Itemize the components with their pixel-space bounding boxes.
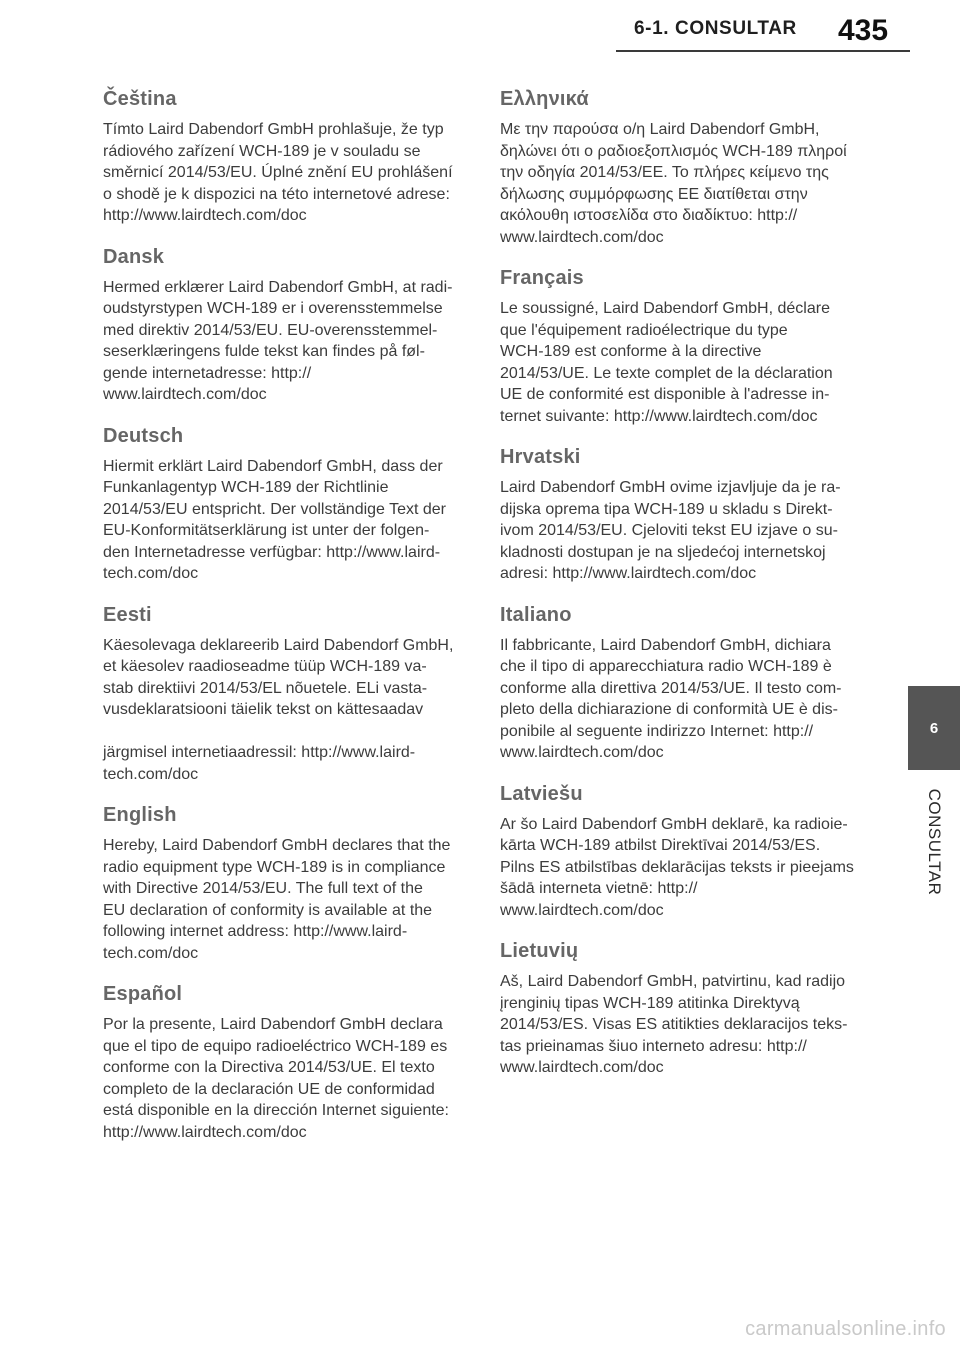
lang-text: Με την παρούσα ο/η Laird Dabendorf GmbH, δηλώνει ότι ο ραδιοεξοπλισμός WCH-189 πληροί την οδηγία 2014/53/ΕΕ. Το πλήρες κείμενο της δήλωσης συμμόρφωσης ΕΕ διατίθεται στην ακόλουθη ιστοσελίδα στο διαδίκτυο: http:// www.lairdtech.com/doc (500, 121, 847, 246)
lang-text: Käesolevaga deklareerib Laird Dabendorf GmbH, et käesolev raadioseadme tüüp WCH-189 va- stab direktiivi 2014/53/EL nõuetele. ELi vasta- vusdeklaratsiooni täielik tekst on kättesaadav järgmisel internetiaadressil: http://www.laird- tech.com/doc (103, 636, 454, 783)
lang-heading: Čeština (103, 88, 177, 110)
lang-heading: Ελληνικά (500, 88, 589, 110)
lang-heading: English (103, 804, 177, 826)
lang-heading: Italiano (500, 603, 572, 626)
lang-block-french (500, 261, 862, 427)
lang-block-italian (500, 598, 862, 764)
header-rule (616, 50, 910, 52)
lang-text: Hermed erklærer Laird Dabendorf GmbH, at radi- oudstyrstypen WCH-189 er i overensstemmelse med direktiv 2014/53/EU. EU-overensstemmel- seserklæringens fulde tekst kan findes på føl- gende internetadresse: http:// www.lairdtech.com/doc (103, 278, 453, 403)
lang-heading: Eesti (103, 603, 152, 626)
lang-text: Hiermit erklärt Laird Dabendorf GmbH, dass der Funkanlagentyp WCH-189 der Richtlinie 2014/53/EU entspricht. Der vollständige Text der EU-Konformitätserklärung ist unter der folgen- den Internetadresse verfügbar: http://www.laird- tech.com/doc (103, 457, 447, 582)
lang-block-croatian (500, 440, 862, 585)
lang-block-spanish (103, 977, 465, 1143)
lang-block-latvian (500, 777, 862, 922)
lang-heading: Deutsch (103, 424, 184, 447)
lang-text: Ar šo Laird Dabendorf GmbH deklarē, ka radioie- kārta WCH-189 atbilst Direktīvai 2014/53/ES. Pilns ES atbilstības deklarācijas teksts ir pieejams šādā interneta vietnē: http:// www.lairdtech.com/doc (500, 815, 854, 919)
lang-text: Il fabbricante, Laird Dabendorf GmbH, dichiara che il tipo di apparecchiatura radio WCH-189 è conforme alla direttiva 2014/53/UE. Il testo com- pleto della dichiarazione di conformità UE è dis- ponibile al seguente indirizzo Internet: http:// www.lairdtech.com/doc (500, 636, 842, 761)
lang-text: Tímto Laird Dabendorf GmbH prohlašuje, že typ rádiového zařízení WCH-189 je v souladu se směrnicí 2014/53/EU. Úplné znění EU prohlášení o shodě je k dispozici na této internetové adrese: http://www.lairdtech.com/doc (103, 121, 453, 224)
lang-heading: Lietuvių (500, 940, 579, 962)
lang-block-danish (103, 240, 465, 406)
lang-block-lithuanian (500, 934, 862, 1079)
lang-text: Le soussigné, Laird Dabendorf GmbH, déclare que l'équipement radioélectrique du type WCH-189 est conforme à la directive 2014/53/UE. Le texte complet de la déclaration UE de conformité est disponible à l'adresse in- ternet suivante: http://www.lairdtech.com/doc (500, 300, 833, 425)
lang-block-german (103, 419, 465, 585)
section-title: 6-1. CONSULTAR (634, 18, 797, 39)
lang-block-greek (500, 82, 862, 248)
lang-text: Laird Dabendorf GmbH ovime izjavljuje da je ra- dijska oprema tipa WCH-189 u skladu s Direkt- ivom 2014/53/EU. Cjeloviti tekst EU izjave o su- kladnosti dostupan je na sljedećoj internetskoj adresi: http://www.lairdtech.com/doc (500, 479, 841, 582)
lang-heading: Hrvatski (500, 446, 581, 468)
right-column (500, 82, 862, 1092)
chapter-label: CONSULTAR (925, 788, 944, 896)
watermark: carmanualsonline.info (745, 1318, 946, 1340)
lang-heading: Latviešu (500, 782, 583, 805)
lang-heading: Dansk (103, 245, 165, 268)
lang-block-czech (103, 82, 465, 227)
lang-text: Aš, Laird Dabendorf GmbH, patvirtinu, kad radijo įrenginių tipas WCH-189 atitinka Direktyvą 2014/53/ES. Visas ES atitikties deklaracijos teks- tas prieinamas šiuo interneto adresu: http:// www.lairdtech.com/doc (500, 973, 848, 1076)
lang-heading: Español (103, 983, 183, 1005)
chapter-tab (908, 686, 960, 770)
left-column (103, 82, 465, 1156)
lang-block-estonian (103, 598, 465, 786)
lang-block-english (103, 798, 465, 964)
chapter-number: 6 (929, 719, 939, 737)
page-header (0, 0, 960, 60)
page-number: 435 (838, 14, 889, 47)
lang-text: Por la presente, Laird Dabendorf GmbH declara que el tipo de equipo radioeléctrico WCH-189 es conforme con la Directiva 2014/53/UE. El texto completo de la declaración UE de conformidad está disponible en la dirección Internet siguiente: http://www.lairdtech.com/doc (103, 1016, 449, 1141)
lang-text: Hereby, Laird Dabendorf GmbH declares that the radio equipment type WCH-189 is in compliance with Directive 2014/53/EU. The full text of the EU declaration of conformity is available at the following internet address: http://www.laird- tech.com/doc (103, 837, 451, 962)
lang-heading: Français (500, 267, 584, 289)
